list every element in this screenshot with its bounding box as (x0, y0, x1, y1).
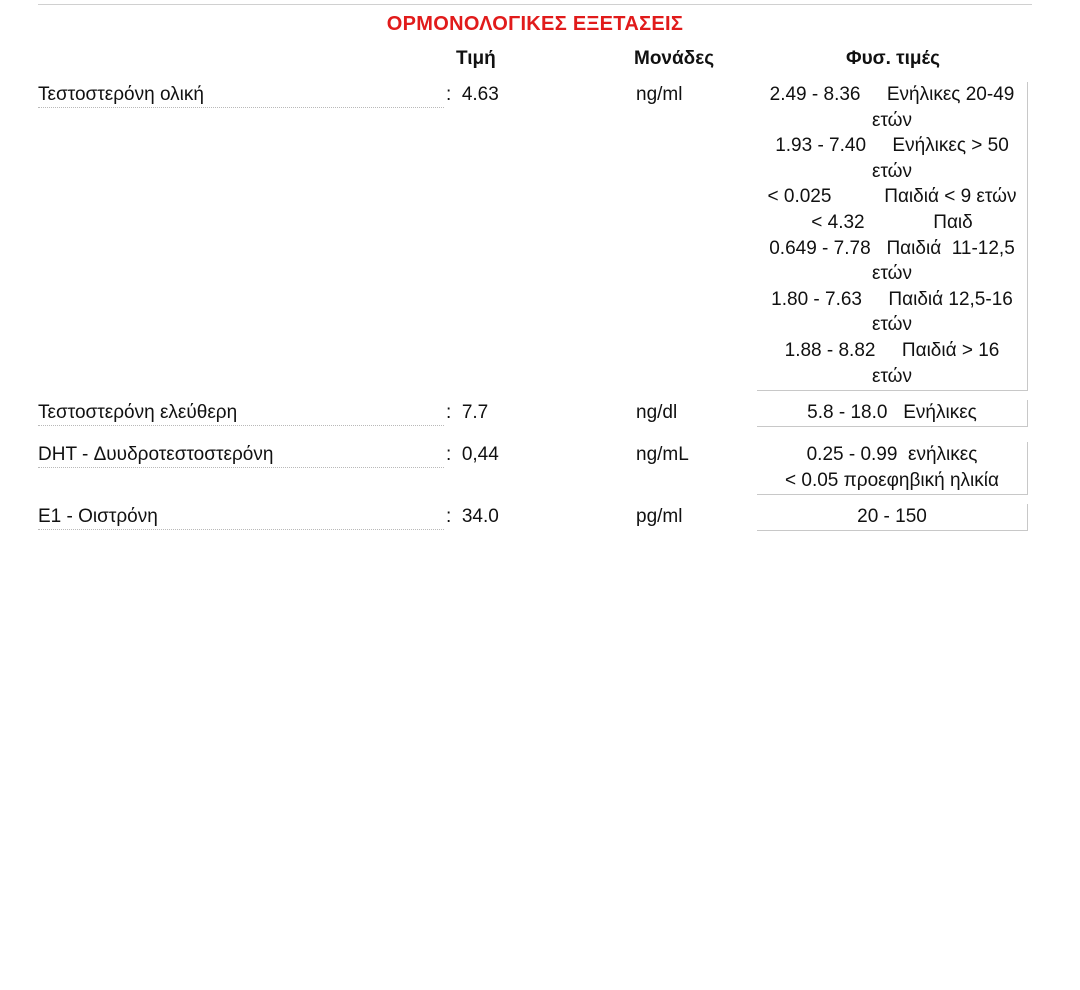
reference-line: ετών (871, 160, 913, 182)
test-name: E1 - Οιστρόνη (38, 504, 444, 530)
top-divider (38, 4, 1032, 5)
reference-line: 5.8 - 18.0 Ενήλικες (807, 402, 977, 423)
reference-range (757, 400, 1028, 427)
reference-line: 0.25 - 0.99 ενήλικες (806, 444, 978, 465)
report-title: ΟΡΜΟΝΟΛΟΓΙΚΕΣ ΕΞΕΤΑΣΕΙΣ (386, 13, 684, 35)
test-name: Τεστοστερόνη ελεύθερη (38, 400, 444, 426)
reference-line: 2.49 - 8.36 Ενήλικες 20-49 (769, 84, 1015, 105)
test-value: : 7.7 (446, 402, 489, 423)
test-unit: ng/mL (636, 444, 689, 465)
reference-line: 20 - 150 (857, 506, 927, 527)
reference-line: < 0.025 Παιδιά < 9 ετών (767, 186, 1017, 208)
reference-line: 1.93 - 7.40 Ενήλικες > 50 (775, 135, 1009, 157)
test-name: Τεστοστερόνη ολική (38, 82, 444, 108)
reference-column-header: Φυσ. τιμές (845, 48, 941, 69)
reference-line: ετών (871, 263, 913, 285)
test-unit: pg/ml (636, 506, 683, 527)
reference-line: < 4.32 Παιδ (811, 211, 973, 233)
test-unit: ng/dl (636, 402, 678, 423)
reference-line: 1.80 - 7.63 Παιδιά 12,5-16 (771, 288, 1013, 310)
reference-range (757, 442, 1028, 495)
test-value: : 4.63 (446, 84, 499, 105)
reference-range (757, 82, 1028, 391)
test-name: DHT - Δυυδροτεστοστερόνη (38, 442, 444, 468)
reference-line: ετών (871, 109, 913, 131)
value-column-header: Τιμή (456, 48, 496, 69)
reference-range (757, 504, 1028, 531)
reference-line: 0.649 - 7.78 Παιδιά 11-12,5 (769, 237, 1015, 259)
reference-line: ετών (871, 365, 913, 387)
test-value: : 34.0 (446, 506, 499, 527)
reference-line: < 0.05 προεφηβική ηλικία (785, 469, 999, 491)
test-unit: ng/ml (636, 84, 683, 105)
reference-line: ετών (871, 314, 913, 336)
test-value: : 0,44 (446, 444, 499, 465)
units-column-header: Μονάδες (634, 48, 715, 69)
reference-line: 1.88 - 8.82 Παιδιά > 16 (784, 339, 1000, 361)
